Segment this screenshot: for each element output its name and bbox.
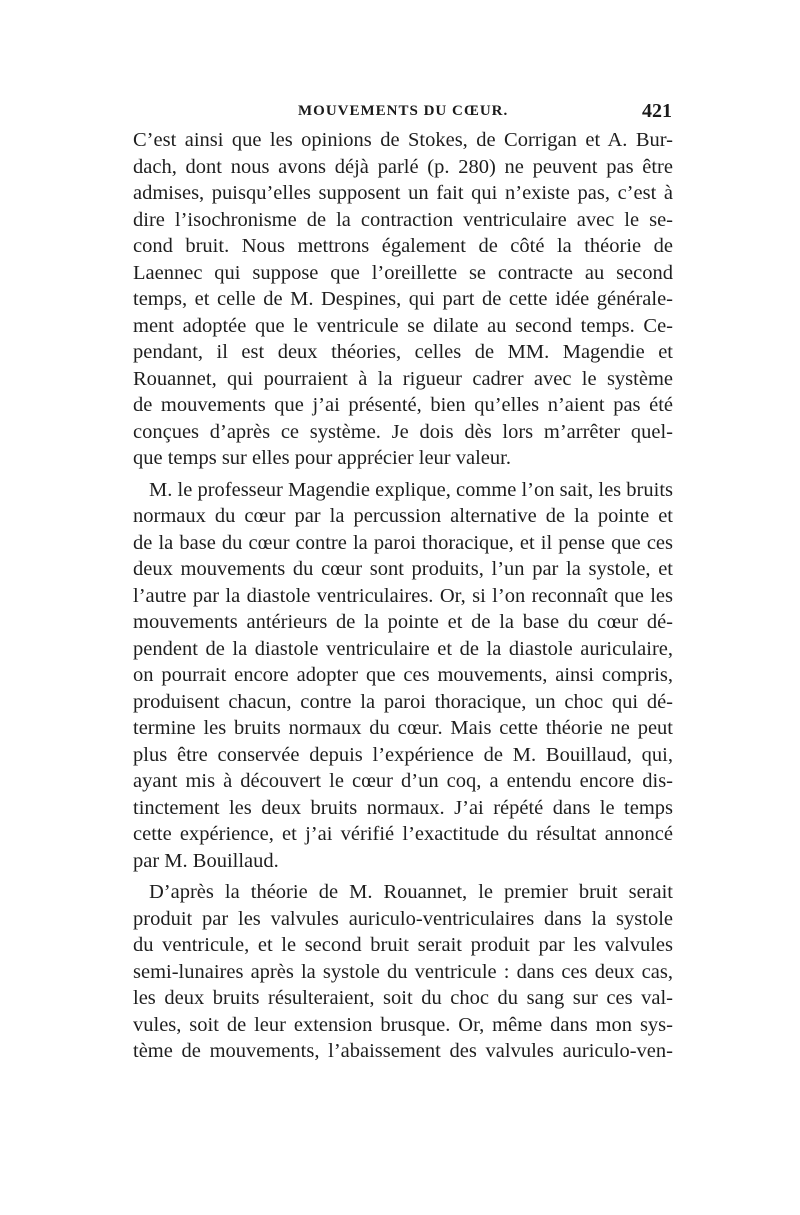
text-line: tème de mouvements, l’abaissement des valvules auriculo-ven-: [133, 1040, 673, 1062]
paragraph-2: [133, 477, 673, 875]
text-line: Laennec qui suppose que l’oreillette se contracte au second: [133, 261, 673, 284]
text-line: les deux bruits résulteraient, soit du choc du sang sur ces val-: [133, 987, 673, 1009]
paragraph-3: [133, 879, 673, 1065]
text-line: C’est ainsi que les opinions de Stokes, de Corrigan et A. Bur-: [133, 129, 673, 151]
page-number: 421: [642, 100, 672, 122]
text-line: deux mouvements du cœur sont produits, l’un par la systole, et: [133, 558, 673, 580]
text-line: cette expérience, et j’ai vérifié l’exactitude du résultat annoncé: [133, 823, 673, 845]
text-line: par M. Bouillaud.: [133, 849, 279, 872]
text-line: du ventricule, et le second bruit serait produit par les valvules: [133, 934, 673, 956]
text-line: de mouvements que j’ai présenté, bien qu’elles n’aient pas été: [133, 394, 673, 416]
text-line: tinctement les deux bruits normaux. J’ai répété dans le temps: [133, 796, 673, 819]
running-title: MOUVEMENTS DU CŒUR.: [298, 103, 509, 119]
text-line: temps, et celle de M. Despines, qui part de cette idée générale-: [133, 288, 673, 310]
body-text: [133, 127, 673, 1065]
text-line: termine les bruits normaux du cœur. Mais cette théorie ne peut: [133, 717, 673, 739]
text-line: M. le professeur Magendie explique, comme l’on sait, les bruits: [149, 478, 673, 501]
text-line: vules, soit de leur extension brusque. Or, même dans mon sys-: [133, 1013, 673, 1036]
text-line: D’après la théorie de M. Rouannet, le premier bruit serait: [149, 881, 673, 903]
text-line: de la base du cœur contre la paroi thoracique, et il pense que ces: [133, 531, 673, 554]
text-line: semi-lunaires après la systole du ventricule : dans ces deux cas,: [133, 960, 673, 983]
text-line: normaux du cœur par la percussion alternative de la pointe et: [133, 505, 673, 527]
text-line: cond bruit. Nous mettrons également de côté la théorie de: [133, 235, 673, 257]
text-line: que temps sur elles pour apprécier leur valeur.: [133, 447, 511, 469]
text-line: dire l’isochronisme de la contraction ventriculaire avec le se-: [133, 208, 673, 231]
text-line: l’autre par la diastole ventriculaires. Or, si l’on reconnaît que les: [133, 584, 673, 607]
text-line: Rouannet, qui pourraient à la rigueur cadrer avec le système: [133, 367, 673, 390]
text-line: produit par les valvules auriculo-ventriculaires dans la systole: [133, 907, 673, 930]
text-line: pendant, il est deux théories, celles de MM. Magendie et: [133, 341, 673, 363]
text-line: dach, dont nous avons déjà parlé (p. 280) ne peuvent pas être: [133, 155, 673, 178]
text-line: conçues d’après ce système. Je dois dès lors m’arrêter quel-: [133, 420, 673, 443]
text-line: mouvements antérieurs de la pointe et de la base du cœur dé-: [133, 611, 673, 633]
text-line: pendent de la diastole ventriculaire et de la diastole auriculaire,: [133, 637, 673, 660]
paragraph-1: [133, 127, 673, 472]
text-line: plus être conservée depuis l’expérience de M. Bouillaud, qui,: [133, 743, 673, 766]
text-line: ment adoptée que le ventricule se dilate au second temps. Ce-: [133, 314, 673, 337]
text-line: produisent chacun, contre la paroi thoracique, un choc qui dé-: [133, 690, 673, 713]
text-line: admises, puisqu’elles supposent un fait qui n’existe pas, c’est à: [133, 182, 673, 204]
text-line: on pourrait encore adopter que ces mouvements, ainsi compris,: [133, 664, 673, 686]
text-line: ayant mis à découvert le cœur d’un coq, a entendu encore dis-: [133, 770, 673, 792]
